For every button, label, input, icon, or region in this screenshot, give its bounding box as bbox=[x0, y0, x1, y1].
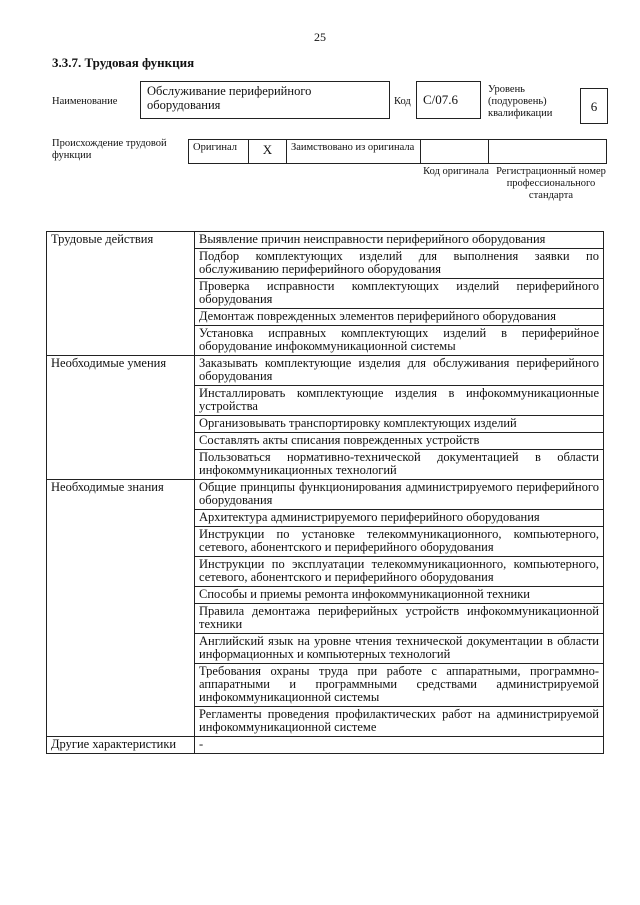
list-item: Составлять акты списания поврежденных устройств bbox=[195, 433, 604, 450]
skills-label: Необходимые умения bbox=[47, 356, 195, 480]
level-label: Уровень (подуровень) квалификации bbox=[488, 84, 553, 119]
function-table bbox=[46, 231, 604, 754]
name-label: Наименование bbox=[52, 96, 118, 107]
list-item: Проверка исправности комплектующих изделий периферийного оборудования bbox=[195, 279, 604, 309]
level-value: 6 bbox=[580, 88, 608, 124]
original-label: Оригинал bbox=[189, 140, 249, 164]
section-title: 3.3.7. Трудовая функция bbox=[52, 55, 195, 70]
table-row bbox=[47, 480, 604, 510]
code-value: C/07.6 bbox=[416, 81, 481, 119]
table-row bbox=[47, 232, 604, 249]
name-value: Обслуживание периферийного оборудования bbox=[140, 81, 390, 119]
other-value: - bbox=[195, 737, 604, 754]
list-item: Архитектура администрируемого периферийного оборудования bbox=[195, 510, 604, 527]
reg-caption: Регистрационный номер профессионального стандарта bbox=[496, 166, 606, 201]
origin-label: Происхождение трудовой функции bbox=[52, 138, 167, 161]
original-mark: X bbox=[249, 140, 287, 164]
reg-number-cell bbox=[489, 140, 607, 164]
list-item: Правила демонтажа периферийных устройств инфокоммуникационной техники bbox=[195, 604, 604, 634]
list-item: Установка исправных комплектующих изделий в периферийное оборудование инфокоммуникационной системы bbox=[195, 326, 604, 356]
code-caption: Код оригинала bbox=[423, 166, 489, 177]
page-number: 25 bbox=[314, 30, 326, 44]
list-item: Пользоваться нормативно-технической документацией в области инфокоммуникационных технологий bbox=[195, 450, 604, 480]
list-item: Инструкции по установке телекоммуникационного, компьютерного, сетевого, абонентского и периферийного оборудования bbox=[195, 527, 604, 557]
list-item: Демонтаж поврежденных элементов периферийного оборудования bbox=[195, 309, 604, 326]
other-label: Другие характеристики bbox=[47, 737, 195, 754]
list-item: Английский язык на уровне чтения технической документации в области информационных и компьютерных технологий bbox=[195, 634, 604, 664]
borrowed-label: Заимствовано из оригинала bbox=[287, 140, 421, 164]
origin-table bbox=[188, 139, 607, 164]
list-item: Подбор комплектующих изделий для выполнения заявки по обслуживанию периферийного оборудования bbox=[195, 249, 604, 279]
list-item: Регламенты проведения профилактических работ на администрируемой инфокоммуникационной системе bbox=[195, 707, 604, 737]
list-item: Способы и приемы ремонта инфокоммуникационной техники bbox=[195, 587, 604, 604]
list-item: Инструкции по эксплуатации телекоммуникационного, компьютерного, сетевого, абонентского и периферийного оборудования bbox=[195, 557, 604, 587]
labor-actions-label: Трудовые действия bbox=[47, 232, 195, 356]
table-row bbox=[47, 356, 604, 386]
list-item: Инсталлировать комплектующие изделия в инфокоммуникационные устройства bbox=[195, 386, 604, 416]
code-label: Код bbox=[394, 96, 411, 107]
list-item: Заказывать комплектующие изделия для обслуживания периферийного оборудования bbox=[195, 356, 604, 386]
table-row bbox=[47, 737, 604, 754]
list-item: Требования охраны труда при работе с аппаратными, программно-аппаратными и программными средствами администрируемой инфокоммуникационной системы bbox=[195, 664, 604, 707]
original-code-cell bbox=[421, 140, 489, 164]
knowledge-label: Необходимые знания bbox=[47, 480, 195, 737]
list-item: Организовывать транспортировку комплектующих изделий bbox=[195, 416, 604, 433]
list-item: Общие принципы функционирования администрируемого периферийного оборудования bbox=[195, 480, 604, 510]
list-item: Выявление причин неисправности периферийного оборудования bbox=[195, 232, 604, 249]
